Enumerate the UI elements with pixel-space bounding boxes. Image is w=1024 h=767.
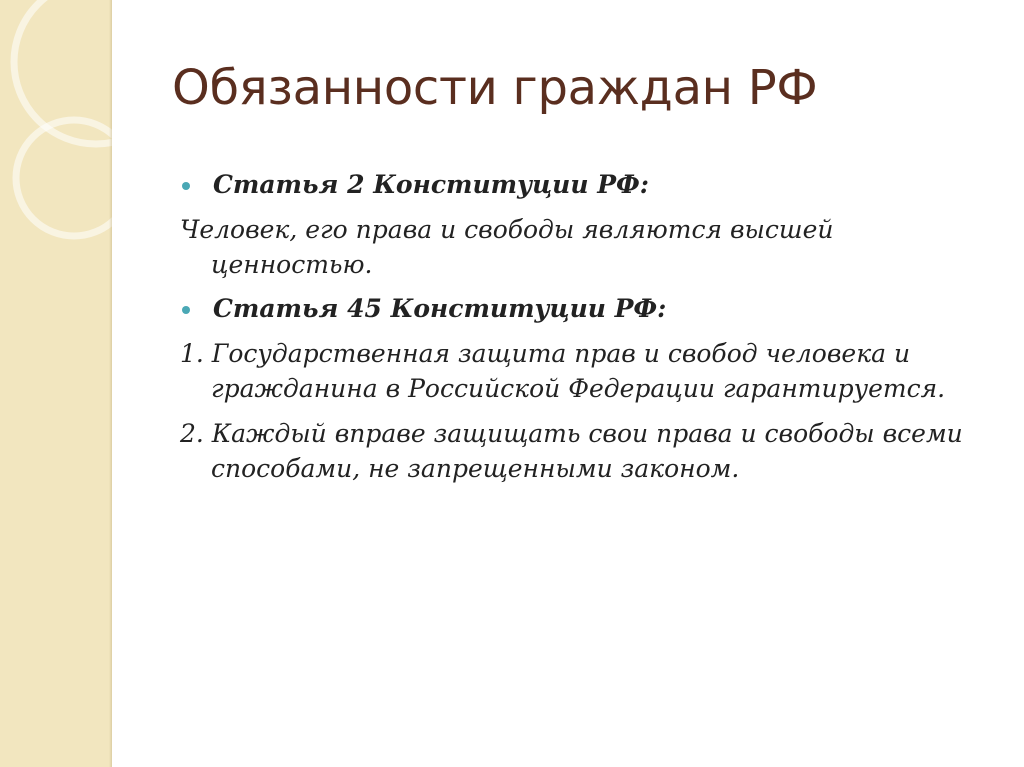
article-text-2-clause-2: 2. Каждый вправе защищать свои права и свободы всеми способами, не запрещенными законом.	[180, 419, 963, 483]
decorative-circles	[0, 0, 112, 767]
article-heading-2-text: Статья 45 Конституции РФ:	[213, 294, 667, 323]
bullet-dot-icon	[182, 182, 190, 190]
article-text-1: Человек, его права и свободы являются высшей ценностью.	[180, 215, 834, 279]
article-heading-2	[180, 292, 990, 326]
bullet-dot-icon	[182, 306, 190, 314]
article-heading-1-text: Статья 2 Конституции РФ:	[213, 170, 649, 199]
slide-title: Обязанности граждан РФ	[172, 60, 818, 116]
decorative-side-panel	[0, 0, 112, 767]
slide-content	[180, 168, 990, 496]
article-text-2-clause-1: 1. Государственная защита прав и свобод человека и гражданина в Российской Федерации гарантируется.	[180, 339, 946, 403]
article-heading-1	[180, 168, 990, 202]
